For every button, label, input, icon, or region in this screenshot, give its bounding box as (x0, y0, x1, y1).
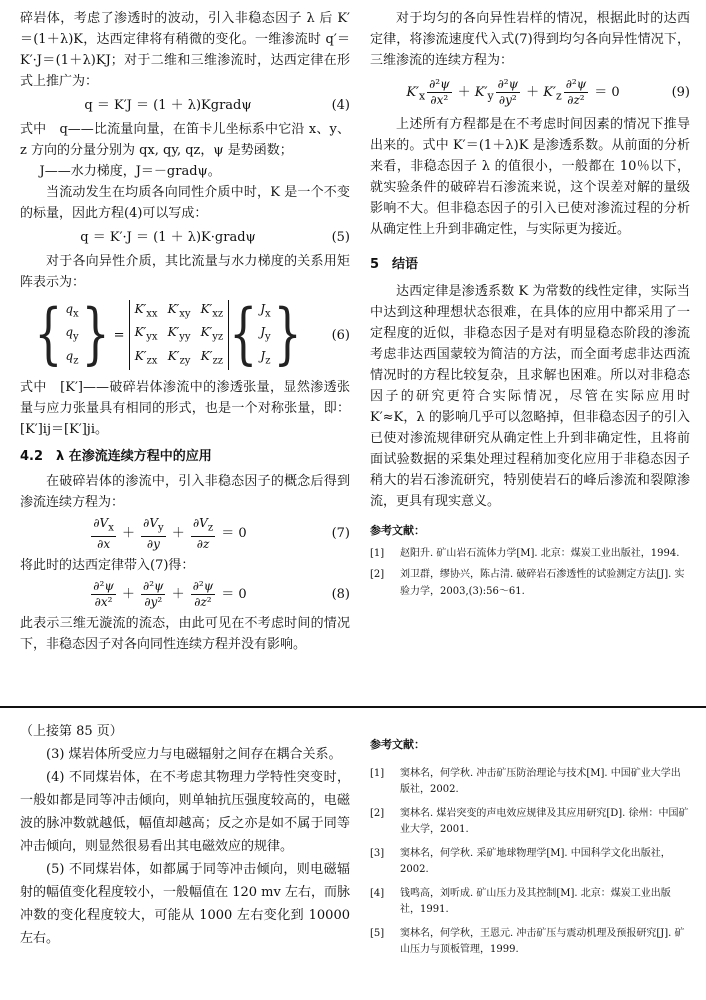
equation-9-number: (9) (671, 85, 690, 100)
left-paragraph-4: 在破碎岩体的渗流中，引入非稳态因子的概念后得到渗流连续方程为： (20, 474, 350, 511)
reference-item: [2] 刘卫群，缪协兴，陈占清. 破碎岩石渗透性的试验测定方法[J]. 实验力学，2003,(3):56～61. (370, 569, 685, 597)
where-q: 式中 q——比流量向量，在笛卡儿坐标系中它沿 x、y、z 方向的分量分别为 qx, qy, qz，ψ 是势函数； (20, 122, 350, 158)
reference-item: [4] 钱鸣高，刘听成. 矿山压力及其控制[M]. 北京：煤炭工业出版社，1991. (370, 888, 671, 915)
equation-7: $\frac{\partial V_x}{\partial x}$ ＋ $\frac{\partial V_y}{\partial y}$ ＋ $\frac{\partial V_z}{\partial z}$ ＝ 0 (7) (93, 516, 350, 551)
reference-item: [2] 窦林名. 煤岩突变的声电效应规律及其应用研究[D]. 徐州：中国矿业大学，2001. (370, 808, 689, 835)
references-title-top: 参考文献： (370, 524, 425, 537)
conclusion-4: (4) 不同煤岩体，在不考虑其物理力学特性突变时，一般如都是同等冲击倾向，则单轴抗压强度较高的，电磁波的脉冲数就越低，幅值却越高；反之亦是如不属于同等冲击倾向，则显然很易看出其电磁效应的规律。 (20, 770, 350, 854)
left-paragraph-6: 此表示三维无漩流的流态，由此可见在不考虑时间的情况下，非稳态因子对各向同性连续方程并没有影响。 (20, 615, 350, 652)
left-paragraph-5: 将此时的达西定律带入(7)得： (20, 557, 195, 573)
equation-5 (20, 227, 350, 248)
section-5-heading: 5 结语 (370, 257, 419, 272)
equation-9: $K'_x$ $\frac{\text{∂²ψ}}{\text{∂x²}}$ ＋ $K'_y$ $\frac{\text{∂²ψ}}{\text{∂y²}}$ ＋ $K'_z$ $\frac{\text{∂²ψ}}{\text{∂z²}}$ ＝ 0 (9) (406, 77, 690, 107)
left-paragraph-1: 碎岩体，考虑了渗透时的波动，引入非稳态因子 λ 后 K′＝(1＋λ)K，达西定律将有稍微的变化。一维渗流时 q′＝K′·J＝(1＋λ)KJ；对于二维和三维渗流时，达西定律在形式上推广为： (20, 11, 350, 89)
reference-item: [1] 窦林名，何学秋. 冲击矿压防治理论与技术[M]. 中国矿业大学出版社，2002. (370, 768, 681, 795)
reference-item: [1] 赵阳升. 矿山岩石流体力学[M]. 北京：煤炭工业出版社，1994. (370, 548, 680, 559)
conclusion-3: (3) 煤岩体所受应力与电磁辐射之间存在耦合关系。 (46, 747, 342, 762)
reference-item: [3] 窦林名，何学秋. 采矿地球物理学[M]. 中国科学文化出版社，2002. (370, 848, 671, 875)
reference-item: [5] 窦林名，何学秋，王恩元. 冲击矿压与震动机理及预报研究[J]. 矿山压力与顶板管理，1999. (370, 928, 685, 955)
right-paragraph-1: 对于均匀的各向异性岩样的情况，根据此时的达西定律，将渗流速度代入式(7)得到均匀各向异性情况下，三维渗流的连续方程为： (370, 11, 690, 68)
equation-4-body: q ＝ K′J ＝ (1 ＋ λ)Kgradψ (84, 98, 252, 113)
equation-8-number: (8) (331, 586, 350, 602)
section-4-2-heading: 4.2 λ 在渗流连续方程中的应用 (20, 449, 212, 465)
equation-4 (20, 95, 350, 116)
references-title-bottom: 参考文献： (370, 738, 425, 751)
continued-note: （上接第 85 页） (20, 724, 123, 739)
continued-article (20, 720, 350, 950)
where-tensor: 式中 [K′]——破碎岩体渗流中的渗透张量，显然渗透张量与应力张量具有相同的形式，也是一个对称张量，即：[K′]ij＝[K′]ji。 (20, 380, 350, 438)
equation-6 (20, 296, 350, 374)
equation-4-number: (4) (331, 98, 350, 113)
bottom-references (370, 728, 690, 966)
left-paragraph-3: 对于各向异性介质，其比流量与水力梯度的关系用矩阵表示为： (20, 254, 350, 290)
equation-6-matrix: { $q_x$ $q_y$ $q_z$ } = $K'_{xx}$ $K'_{xy}$ $K'_{xz}$ $K'_{yx}$ $K'_{yy}$ $K'_{yz}$ $K'_{zx}$ $K'_{zy}$ $K'_{zz}$ { $J_x$ $J_y$ $J_z$ } (34, 296, 302, 373)
equation-6-number: (6) (331, 327, 350, 343)
left-paragraph-2: 当流动发生在均质各向同性介质中时，K 是一个不变的标量，因此方程(4)可以写成： (20, 185, 350, 221)
conclusion-5: (5) 不同煤岩体，如都属于同等冲击倾向，则电磁辐射的幅值变化程度较小，一般幅值在 120 mv 左右，而脉冲数的变化程度较大，可能从 1000 左右变化到 10000 左右。 (20, 862, 350, 946)
equation-5-number: (5) (331, 230, 350, 245)
right-column (370, 8, 690, 604)
equation-5-body: q ＝ K′·J ＝ (1 ＋ λ)K·gradψ (80, 230, 256, 245)
where-j: J——水力梯度，J＝－gradψ。 (39, 164, 221, 179)
equation-8: $\frac{\text{∂²ψ}}{\text{∂x²}}$ ＋ $\frac{\text{∂²ψ}}{\text{∂y²}}$ ＋ $\frac{\text{∂²ψ}}{\text{∂z²}}$ ＝ 0 (8) (93, 578, 350, 609)
left-column (20, 8, 350, 655)
equation-7-number: (7) (331, 526, 350, 542)
article-divider (0, 706, 706, 708)
right-paragraph-3: 达西定律是渗透系数 K 为常数的线性定律，实际当中达到这种理想状态很难，在具体的应用中都采用了一定程度的近似，非稳态因子是对有明显稳态阶段的渗流考虑非达西国蒙较为简洁的方法，而全面考虑非达西流情况时的方程比较复杂，且求解也困难。所以对非稳态因子的研究更符合实际情况，尽管在实际应用时 K′≈K，λ 的影响几乎可以忽略掉，但非稳态因子的引入已使对渗流规律研究从确定性上升到非确定性，且将前面试验数据的采集处理过程稍加变化应用于非稳态因子稍大的岩石渗流研究，特别使岩石的峰后渗流和裂隙渗流，更具有现实意义。 (370, 284, 690, 509)
right-paragraph-2: 上述所有方程都是在不考虑时间因素的情况下推导出来的。式中 K′＝(1＋λ)K 是渗透系数。从前面的分析来看，非稳态因子 λ 的值很小，一般都在 10％以下，就实验条件的破碎岩石渗流来说，这个误差对解的量级影响不大。但非稳态因子的引入已使对渗流过程的分析从确定性上升到非确定性，与实际更为接近。 (370, 117, 690, 237)
